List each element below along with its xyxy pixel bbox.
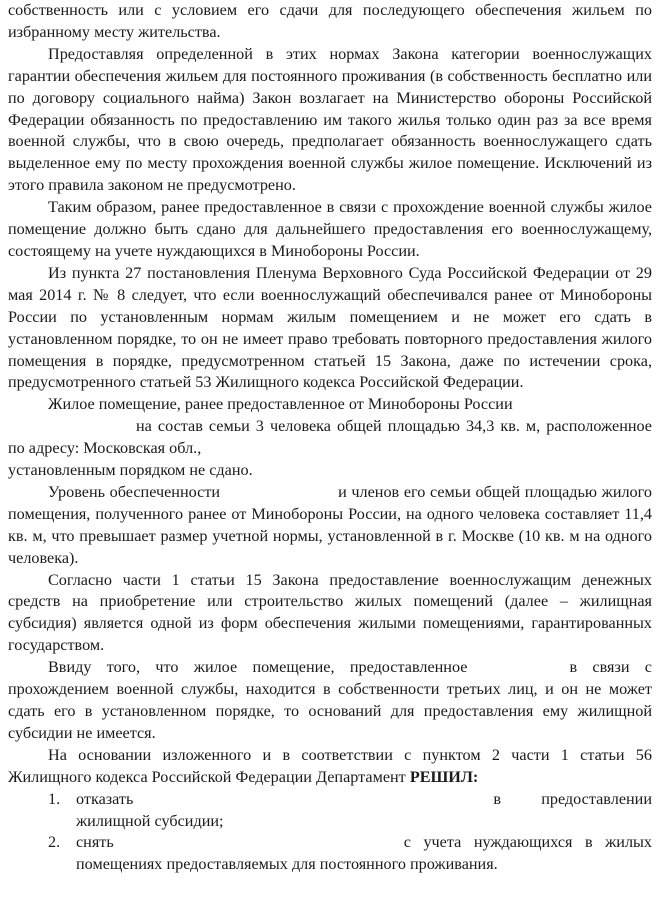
- paragraph-8: [8, 745, 652, 789]
- paragraph-7-part-b: в связи с прохождением военной службы, находится в собственности третьих лиц, и он не может сдать его в установленном порядке, то оснований для предоставления ему жилищной субсидии не имеется.: [8, 658, 652, 742]
- paragraph-2: Таким образом, ранее предоставленное в связи с прохождение военной службы жилое помещение должно быть сдано для дальнейшего предоставления его военнослужащему, состоящему на учете нуждающихся в Минобороны России.: [8, 198, 652, 260]
- paragraph-5-part-a: Уровень обеспеченности: [48, 482, 221, 501]
- list-item-number: 1.: [48, 789, 61, 808]
- paragraph-0: собственность или с условием его сдачи для последующего обеспечения жильем по избранному месту жительства.: [8, 1, 652, 41]
- paragraph-3: Из пункта 27 постановления Пленума Верховного Суда Российской Федерации от 29 мая 2014 г. № 8 следует, что если военнослужащий обеспечивался ранее от Минобороны России по установленным нормам жилым помещением и не может его сдать в установленном порядке, то он не имеет право требовать повторного предоставления жилого помещения в порядке, предусмотренном статьей 15 Закона, даже по истечении срока, предусмотренного статьей 53 Жилищного кодекса Российской Федерации.: [8, 263, 652, 392]
- decision-list: [8, 789, 652, 877]
- paragraph-4-part-a: Жилое помещение, ранее предоставленное от Минобороны России: [48, 395, 513, 414]
- paragraph-8-part-a: На основании изложенного и в соответствии с пунктом 2 части 1 статьи 56 Жилищного кодекса Российской Федерации Департамент: [8, 745, 652, 786]
- list-item-number: 2.: [48, 833, 61, 852]
- paragraph-6: Согласно части 1 статьи 15 Закона предоставление военнослужащим денежных средств на приобретение или строительство жилых помещений (далее – жилищная субсидия) является одной из форм обеспечения жилыми помещениями, гарантированных государством.: [8, 570, 652, 655]
- paragraph-4: [8, 394, 652, 482]
- list-item: [8, 789, 652, 833]
- list-item-text-b: с учета нуждающихся в жилых помещениях предоставляемых для постоянного проживания.: [76, 833, 652, 874]
- list-item-text-a: снять: [76, 833, 114, 852]
- paragraph-7-part-a: Ввиду того, что жилое помещение, предоставленное: [48, 658, 468, 677]
- paragraph-4-part-b: на состав семьи 3 человека общей площадью 34,3 кв. м, расположенное по адресу: Московская обл.,: [8, 417, 652, 458]
- paragraph-7: [8, 657, 652, 745]
- decision-word: РЕШИЛ:: [409, 767, 479, 786]
- list-item-text-b: в предоставлении жилищной субсидии;: [76, 789, 652, 830]
- paragraph-4-part-c: установленным порядком не сдано.: [8, 461, 253, 480]
- list-item-text-a: отказать: [76, 789, 134, 808]
- list-item: [8, 832, 652, 876]
- paragraph-5: [8, 482, 652, 570]
- paragraph-5-part-b: и членов его семьи общей площадью жилого помещения, полученного ранее от Минобороны России, на одного человека составляет 11,4 кв. м, что превышает размер учетной нормы, установленной в г. Москве (10 кв. м на одного человека).: [8, 482, 652, 567]
- paragraph-1: Предоставляя определенной в этих нормах Закона категории военнослужащих гарантии обеспечения жильем для постоянного проживания (в собственность бесплатно или по договору социального найма) Закон возлагает на Министерство обороны Российской Федерации обязанность по предоставлению им такого жилья только один раз за все время военной службы, что в свою очередь, предполагает обязанность военнослужащего сдать выделенное ему по месту прохождения военной службы жилое помещение. Исключений из этого правила законом не предусмотрено.: [8, 44, 652, 195]
